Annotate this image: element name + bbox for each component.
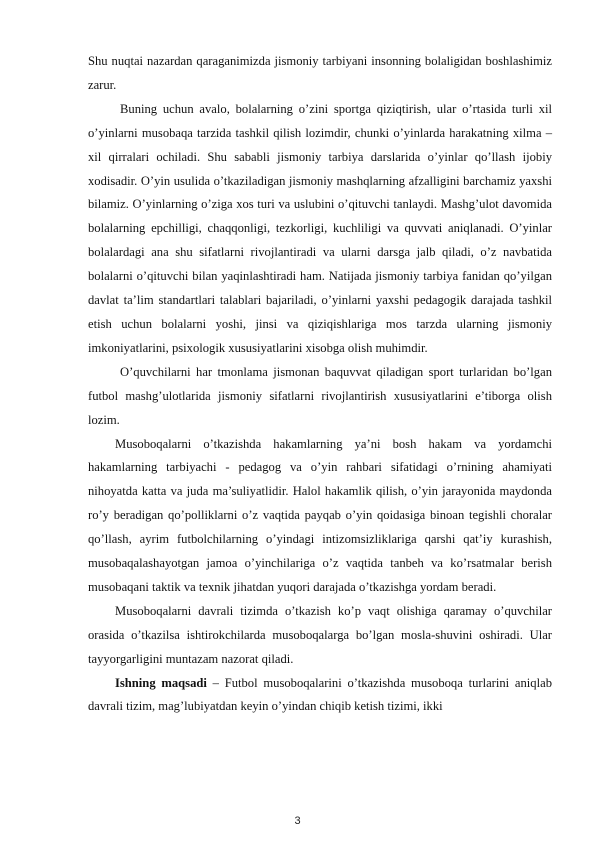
page-number: 3 bbox=[294, 815, 301, 827]
document-page bbox=[88, 50, 552, 719]
paragraph-3: O’quvchilarni har tmonlama jismonan baquvvat qiladigan sport turlaridan bo’lgan futbol mashg’ulotlarida jismoniy sifatlarni rivojlantirish xususiyatlarini e’tiborga olish lozim. bbox=[88, 364, 552, 427]
paragraph-5: Musoboqalarni davrali tizimda o’tkazish ko’p vaqt olishiga qaramay o’quvchilar orasida o’tkazilsa ishtirokchilarda musoboqalarga bo’lgan mosla-shuvini oshiradi. Ular tayyorgarligini muntazam nazorat qiladi. bbox=[88, 603, 552, 666]
paragraph-4: Musoboqalarni o’tkazishda hakamlarning ya’ni bosh hakam va yordamchi hakamlarning tarbiyachi - pedagog va o’yin rahbari sifatidagi o’rnining ahamiyati nihoyatda katta va juda ma’suliyatlidir. Halol hakamlik qilish, o’yin jarayonida maydonda ro’y beradigan qo’polliklarni o’z vaqtida payqab o’yin qoidasiga binoan tegishli choralar qo’llash, ayrim futbolchilarning o’yindagi intizomsizliklariga qarshi qat’iy kurashish, musobaqalashayotgan jamoa o’yinchilariga o’z vaqtida tanbeh va ko’rsatmalar berish musobaqani taktik va texnik jihatdan yuqori darajada o’tkazishga yordam beradi. bbox=[88, 436, 552, 594]
paragraph-1: Shu nuqtai nazardan qaraganimizda jismoniy tarbiyani insonning bolaligidan boshlashimiz zarur. bbox=[88, 54, 552, 92]
paragraph-6-heading: Ishning maqsadi bbox=[115, 675, 207, 690]
paragraph-6-text: – Futbol musoboqalarini o’tkazishda musoboqa turlarini aniqlab davrali tizim, mag’lubiyatdan keyin o’yindan chiqib ketish tizimi, ikki bbox=[88, 675, 552, 714]
paragraph-6 bbox=[88, 672, 552, 720]
paragraph-2: Buning uchun avalo, bolalarning o’zini sportga qiziqtirish, ular o’rtasida turli xil o’yinlarni musobaqa tarzida tashkil qilish lozimdir, chunki o’yinlarda harakatning xilma – xil qirralari ochiladi. Shu sababli jismoniy tarbiya darslarida o’yinlar qo’llash ijobiy xodisadir. O’yin usulida o’tkaziladigan jismoniy mashqlarning afzalligini barchamiz yaxshi bilamiz. O’yinlarning o’ziga xos turi va uslubini o’qituvchi tanlaydi. Mashg’ulot davomida bolalarning epchilligi, chaqqonligi, tezkorligi, kuchliligi va quvvati aniqlanadi. O’yinlar bolalardagi ana shu sifatlarni rivojlantiradi va ularni darsga jalb qiladi, o’z navbatida bolalarni o’qituvchi bilan yaqinlashtiradi ham. Natijada jismoniy tarbiya fanidan qo’yilgan davlat ta’lim standartlari talablari bajariladi, o’yinlarni yaxshi pedagogik darajada tashkil etish uchun bolalarni yoshi, jinsi va qiziqishlariga mos tarzda ularning jismoniy imkoniyatlarini, psixologik xususiyatlarini xisobga olish muhimdir. bbox=[88, 101, 552, 355]
